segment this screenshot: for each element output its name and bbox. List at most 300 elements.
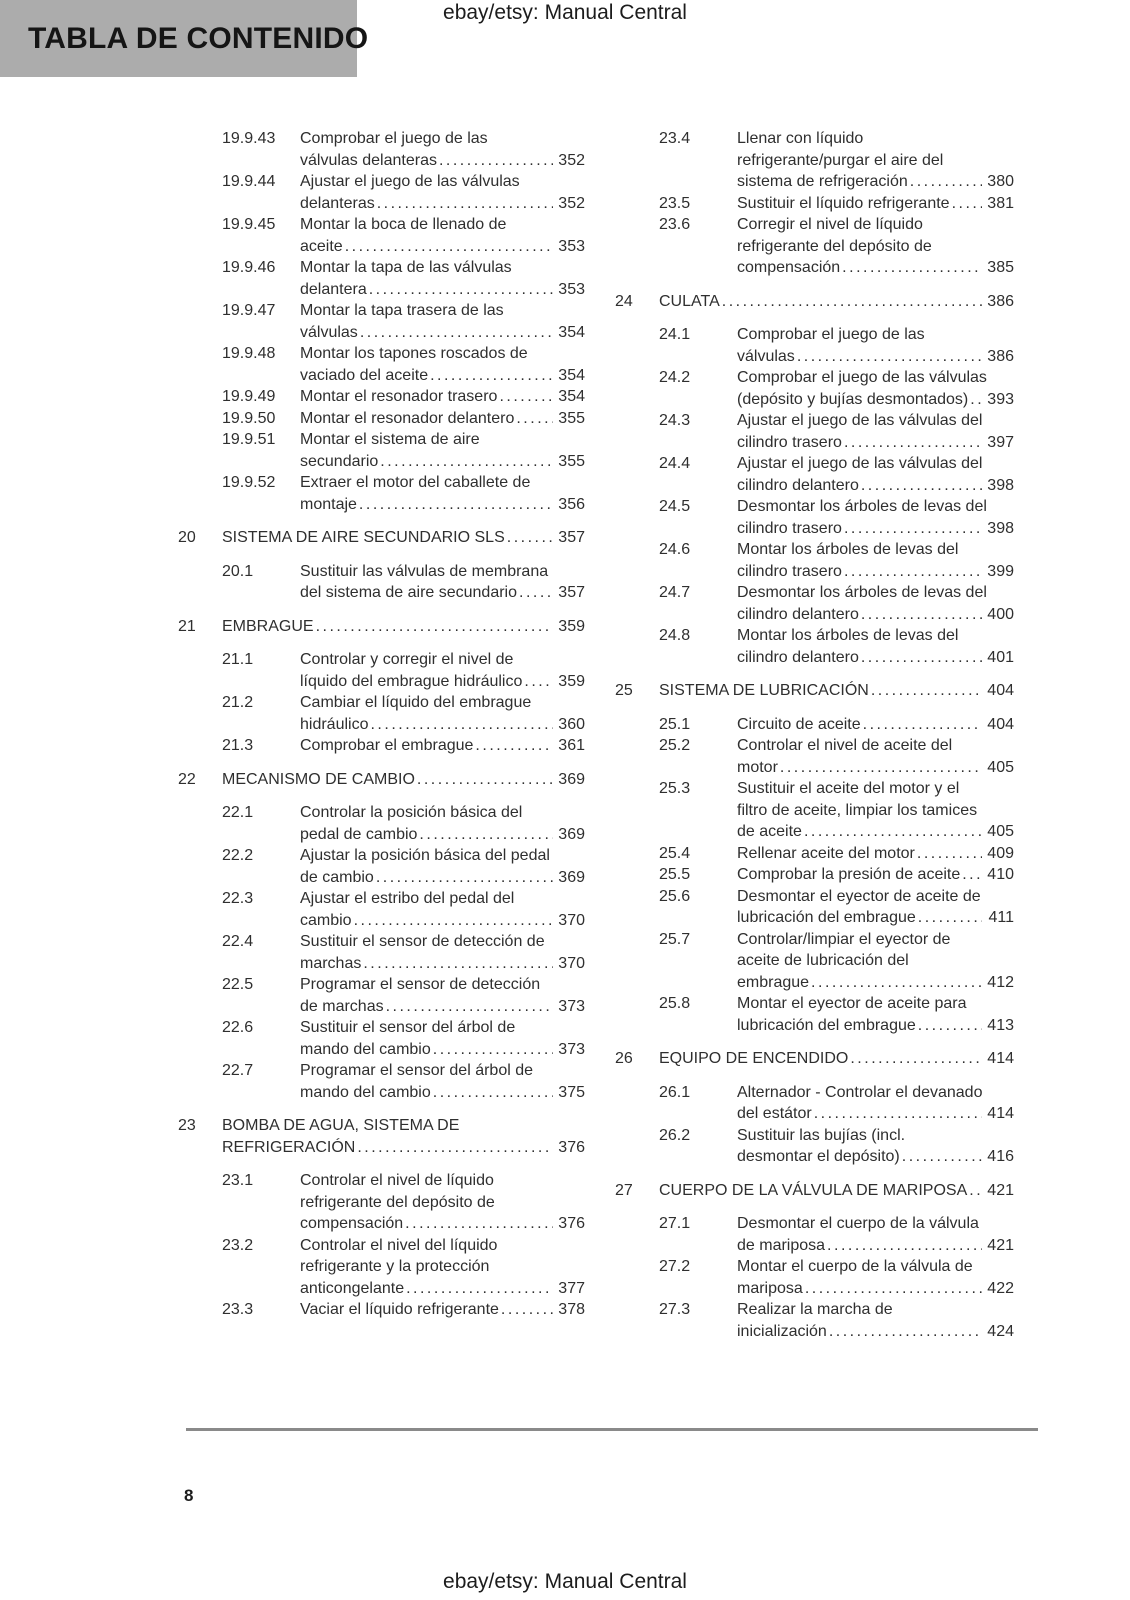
toc-entry-number: 19.9.43 <box>222 130 276 147</box>
dot-leader <box>417 769 553 791</box>
toc-entry-lastline <box>737 1103 1014 1125</box>
dot-leader <box>386 996 553 1018</box>
toc-entry-text: cilindro delantero <box>737 605 859 623</box>
toc-entry-text: Montar la tapa de las válvulas <box>300 259 512 276</box>
toc-entry-page: 369 <box>558 770 585 788</box>
toc-entry-content <box>737 496 1014 539</box>
toc-entry-number: 23.6 <box>659 216 691 233</box>
toc-entry-text: mariposa <box>737 1279 803 1297</box>
toc-entry-content <box>737 929 1014 994</box>
toc-entry-text: Programar el sensor del árbol de <box>300 1062 534 1079</box>
toc-entry-lastline <box>737 1278 1014 1300</box>
dot-leader <box>805 1278 982 1300</box>
toc-entry-lastline <box>737 1235 1014 1257</box>
toc-section-entry <box>659 929 1014 994</box>
dot-leader <box>952 193 982 215</box>
toc-entry-content <box>737 193 1014 215</box>
toc-entry-text: Desmontar el cuerpo de la válvula <box>737 1215 979 1232</box>
toc-entry-page: 411 <box>988 909 1014 926</box>
toc-entry-content <box>737 735 1014 778</box>
dot-leader <box>863 714 982 736</box>
dot-leader <box>814 1103 982 1125</box>
toc-entry-lastline <box>300 279 585 301</box>
dot-leader <box>369 279 553 301</box>
toc-entry-text: EQUIPO DE ENCENDIDO <box>659 1050 849 1067</box>
toc-entry-page: 353 <box>558 237 585 255</box>
toc-entry-number: 19.9.45 <box>222 216 276 233</box>
toc-entry-lastline <box>300 582 585 604</box>
toc-entry-lastline <box>737 821 1014 843</box>
toc-entry-lastline <box>300 386 585 408</box>
toc-entry-text: aceite de lubricación del <box>737 952 909 969</box>
toc-entry-number: 25.7 <box>659 930 691 948</box>
toc-entry-page: 386 <box>987 347 1014 365</box>
toc-entry-text: cilindro trasero <box>737 562 842 580</box>
toc-entry-lastline <box>737 647 1014 669</box>
toc-entry-number: 23.4 <box>659 130 691 147</box>
toc-entry-lastline <box>737 1015 1014 1037</box>
toc-entry-content <box>737 410 1014 453</box>
toc-chapter-entry <box>178 769 585 791</box>
toc-entry-page: 409 <box>987 844 1014 862</box>
toc-entry-content <box>300 1017 585 1060</box>
toc-entry-page: 381 <box>987 194 1014 212</box>
toc-section-entry <box>659 714 1014 736</box>
toc-entry-content <box>300 561 585 604</box>
toc-entry-number: 19.9.47 <box>222 302 276 319</box>
toc-entry-text: Controlar el nivel del líquido <box>300 1236 498 1254</box>
toc-entry-content <box>300 128 585 171</box>
toc-entry-lastline <box>300 824 585 846</box>
toc-entry-text: Sustituir el aceite del motor y el <box>737 780 960 797</box>
toc-entry-text: montaje <box>300 495 357 513</box>
toc-entry-lastline <box>300 150 585 172</box>
toc-entry-content <box>737 367 1014 410</box>
toc-section-entry <box>659 625 1014 668</box>
toc-entry-number: 19.9.51 <box>222 431 276 448</box>
toc-entry-number: 25.1 <box>659 715 691 733</box>
toc-entry-number: 25 <box>615 682 633 699</box>
toc-entry-page: 376 <box>558 1215 585 1232</box>
toc-entry-text: Montar los árboles de levas del <box>737 541 959 558</box>
toc-entry-text: Desmontar los árboles de levas del <box>737 498 987 515</box>
toc-entry-page: 354 <box>558 366 585 384</box>
toc-section-entry <box>222 472 585 515</box>
toc-entry-number: 26 <box>615 1050 633 1067</box>
toc-section-entry <box>222 1170 585 1235</box>
toc-chapter-entry <box>178 1115 585 1158</box>
dot-leader <box>918 1015 982 1037</box>
toc-entry-content <box>737 128 1014 193</box>
toc-section-entry <box>659 886 1014 929</box>
toc-entry-text: MECANISMO DE CAMBIO <box>222 770 415 788</box>
toc-entry-content <box>659 1180 1014 1202</box>
toc-entry-text: Realizar la marcha de <box>737 1301 893 1318</box>
footer-divider <box>186 1428 1038 1431</box>
toc-section-entry <box>222 735 585 757</box>
toc-section-entry <box>659 582 1014 625</box>
toc-entry-content <box>737 214 1014 279</box>
toc-entry-number: 26.2 <box>659 1126 691 1144</box>
toc-entry-number: 27.2 <box>659 1258 691 1275</box>
toc-entry-number: 22 <box>178 770 196 788</box>
toc-entry-number: 19.9.44 <box>222 173 276 190</box>
dot-leader <box>850 1048 982 1070</box>
toc-entry-number: 19.9.52 <box>222 474 276 491</box>
toc-entry-lastline <box>737 972 1014 994</box>
toc-entry-page: 410 <box>987 866 1014 883</box>
dot-leader <box>902 1146 982 1168</box>
toc-entry-text: válvulas delanteras <box>300 151 437 169</box>
toc-entry-number: 20 <box>178 529 196 546</box>
toc-entry-content <box>737 714 1014 736</box>
toc-entry-number: 25.5 <box>659 866 691 883</box>
dot-leader <box>405 1213 553 1235</box>
toc-entry-page: 361 <box>558 737 585 754</box>
toc-entry-text: compensación <box>737 259 841 276</box>
toc-entry-content <box>300 472 585 515</box>
dot-leader <box>430 365 553 387</box>
toc-chapter-entry <box>615 1048 1014 1070</box>
toc-entry-content <box>300 888 585 931</box>
toc-entry-lastline <box>300 1039 585 1061</box>
toc-entry-text: cilindro delantero <box>737 476 859 494</box>
toc-section-entry <box>659 1125 1014 1168</box>
toc-entry-content <box>737 453 1014 496</box>
toc-entry-text: sistema de refrigeración <box>737 173 908 190</box>
toc-entry-content <box>737 864 1014 886</box>
toc-entry-content <box>300 1060 585 1103</box>
toc-entry-text: Ajustar el juego de las válvulas del <box>737 412 983 429</box>
toc-entry-content <box>737 1082 1014 1125</box>
dot-leader <box>519 582 553 604</box>
toc-entry-lastline <box>737 714 1014 736</box>
toc-entry-text: cilindro delantero <box>737 648 859 666</box>
toc-entry-text: compensación <box>300 1215 404 1232</box>
toc-entry-text: cambio <box>300 911 352 929</box>
toc-entry-text: pedal de cambio <box>300 825 418 843</box>
toc-entry-content <box>300 257 585 300</box>
dot-leader <box>357 1137 553 1159</box>
toc-entry-content <box>737 886 1014 929</box>
toc-chapter-entry <box>178 616 585 638</box>
toc-entry-lastline <box>659 1048 1014 1070</box>
toc-section-entry <box>222 561 585 604</box>
toc-entry-page: 357 <box>558 584 585 601</box>
page-number: 8 <box>184 1486 194 1505</box>
toc-entry-page: 373 <box>558 997 585 1015</box>
toc-entry-page: 359 <box>558 672 585 690</box>
toc-entry-text: anticongelante <box>300 1279 405 1297</box>
toc-entry-text: filtro de aceite, limpiar los tamices <box>737 801 978 819</box>
toc-entry-number: 24.4 <box>659 455 691 472</box>
toc-entry-text: Montar el sistema de aire <box>300 431 480 448</box>
toc-entry-content <box>300 735 585 757</box>
toc-entry-lastline <box>737 389 1014 411</box>
toc-entry-lastline <box>737 257 1014 279</box>
toc-section-entry <box>659 993 1014 1036</box>
footer-doc-title: ebay/etsy: Manual Central <box>443 1570 687 1593</box>
toc-entry-content <box>300 386 585 408</box>
toc-entry-text: Montar los árboles de levas del <box>737 627 959 644</box>
toc-section-entry <box>659 453 1014 496</box>
dot-leader <box>797 346 982 368</box>
toc-entry-text: SISTEMA DE LUBRICACIÓN <box>659 682 869 699</box>
toc-entry-lastline <box>737 171 1014 193</box>
toc-entry-content <box>300 171 585 214</box>
toc-entry-content <box>300 408 585 430</box>
toc-entry-number: 24.6 <box>659 541 691 558</box>
dot-leader <box>363 953 553 975</box>
toc-entry-text: cilindro trasero <box>737 519 842 537</box>
toc-section-entry <box>659 1256 1014 1299</box>
toc-section-entry <box>222 802 585 845</box>
toc-section-entry <box>222 1017 585 1060</box>
dot-leader <box>406 1278 553 1300</box>
toc-entry-text: refrigerante y la protección <box>300 1258 490 1275</box>
toc-entry-content <box>300 300 585 343</box>
toc-section-entry <box>659 539 1014 582</box>
toc-chapter-entry <box>615 1180 1014 1202</box>
toc-entry-lastline <box>300 1278 585 1300</box>
toc-entry-text: Circuito de aceite <box>737 715 861 733</box>
dot-leader <box>524 671 553 693</box>
toc-entry-content <box>737 324 1014 367</box>
toc-entry-text: Extraer el motor del caballete de <box>300 474 531 491</box>
toc-section-entry <box>222 214 585 257</box>
toc-column-left <box>178 128 585 1342</box>
toc-entry-text: Comprobar el juego de las <box>737 326 925 343</box>
dot-leader <box>499 386 553 408</box>
toc-entry-text: Sustituir el sensor del árbol de <box>300 1019 516 1036</box>
toc-section-entry <box>659 214 1014 279</box>
toc-entry-lastline <box>300 494 585 516</box>
toc-entry-text: refrigerante/purgar el aire del <box>737 151 944 169</box>
toc-entry-lastline <box>737 193 1014 215</box>
toc-entry-text: Ajustar el juego de las válvulas <box>300 173 520 190</box>
toc-entry-content <box>659 291 1014 313</box>
toc-entry-content <box>300 214 585 257</box>
toc-entry-lastline <box>300 735 585 757</box>
toc-entry-text: CUERPO DE LA VÁLVULA DE MARIPOSA <box>659 1181 968 1199</box>
dot-leader <box>861 604 982 626</box>
toc-entry-page: 376 <box>558 1138 585 1156</box>
toc-chapter-entry <box>615 680 1014 702</box>
toc-entry-lastline <box>222 769 585 791</box>
toc-entry-lastline <box>300 236 585 258</box>
toc-entry-text: Montar los tapones roscados de <box>300 345 528 362</box>
toc-entry-text: secundario <box>300 452 379 470</box>
toc-entry-text: Montar el resonador delantero <box>300 409 515 427</box>
toc-entry-text: delanteras <box>300 194 375 212</box>
toc-entry-text: lubricación del embrague <box>737 1016 916 1034</box>
toc-entry-content <box>300 1235 585 1300</box>
toc-entry-page: 352 <box>558 151 585 169</box>
toc-entry-number: 23.3 <box>222 1301 254 1318</box>
toc-entry-number: 24.2 <box>659 369 691 386</box>
toc-entry-number: 27 <box>615 1181 633 1199</box>
dot-leader <box>861 475 982 497</box>
toc-entry-text: de mariposa <box>737 1236 826 1254</box>
toc-entry-content <box>737 625 1014 668</box>
toc-entry-lastline <box>222 527 585 549</box>
dot-leader <box>844 432 982 454</box>
toc-section-entry <box>659 410 1014 453</box>
toc-entry-text: CULATA <box>659 292 720 310</box>
toc-section-entry <box>222 845 585 888</box>
toc-entry-number: 22.6 <box>222 1019 254 1036</box>
toc-entry-lastline <box>737 518 1014 540</box>
toc-entry-text: Cambiar el líquido del embrague <box>300 694 532 711</box>
toc-entry-number: 25.6 <box>659 887 691 905</box>
toc-entry-text: EMBRAGUE <box>222 617 314 635</box>
toc-section-entry <box>659 778 1014 843</box>
toc-entry-lastline <box>300 953 585 975</box>
toc-section-entry <box>222 300 585 343</box>
toc-entry-page: 352 <box>558 194 585 212</box>
dot-leader <box>377 193 553 215</box>
toc-entry-page: 370 <box>558 911 585 929</box>
toc-entry-content <box>659 680 1014 702</box>
toc-section-entry <box>659 1082 1014 1125</box>
toc-entry-text: Comprobar el embrague <box>300 737 474 754</box>
toc-entry-page: 354 <box>558 323 585 341</box>
dot-leader <box>433 1082 553 1104</box>
toc-entry-number: 20.1 <box>222 562 254 580</box>
toc-entry-page: 424 <box>987 1322 1014 1340</box>
toc-entry-lastline <box>737 604 1014 626</box>
toc-entry-text: embrague <box>737 973 810 991</box>
toc-entry-page: 405 <box>987 823 1014 840</box>
dot-leader <box>501 1299 553 1321</box>
toc-entry-number: 21.3 <box>222 737 254 754</box>
dot-leader <box>360 322 553 344</box>
toc-entry-text: Llenar con líquido <box>737 130 864 147</box>
toc-entry-page: 399 <box>987 562 1014 580</box>
toc-entry-page: 421 <box>987 1236 1014 1254</box>
toc-entry-page: 404 <box>987 682 1014 699</box>
toc-entry-text: Ajustar la posición básica del pedal <box>300 847 550 864</box>
toc-section-entry <box>659 843 1014 865</box>
toc-entry-page: 414 <box>987 1105 1014 1122</box>
toc-entry-text: mando del cambio <box>300 1083 431 1101</box>
toc-entry-number: 27.1 <box>659 1215 691 1232</box>
toc-entry-text: motor <box>737 758 778 776</box>
toc-entry-lastline <box>300 193 585 215</box>
toc-entry-page: 386 <box>987 292 1014 310</box>
toc-section-entry <box>659 324 1014 367</box>
toc-entry-lastline <box>300 408 585 430</box>
toc-entry-text: Alternador - Controlar el devanado <box>737 1083 983 1101</box>
dot-leader <box>359 494 553 516</box>
dot-leader <box>722 291 982 313</box>
toc-section-entry <box>659 735 1014 778</box>
toc-entry-content <box>300 429 585 472</box>
toc-entry-page: 421 <box>987 1181 1014 1199</box>
toc-chapter-entry <box>178 527 585 549</box>
toc-entry-lastline <box>659 1180 1014 1202</box>
toc-entry-lastline <box>737 757 1014 779</box>
toc-entry-page: 373 <box>558 1040 585 1058</box>
toc-entry-text: REFRIGERACIÓN <box>222 1138 356 1156</box>
dot-leader <box>829 1321 982 1343</box>
toc-entry-content <box>222 527 585 549</box>
toc-entry-content <box>222 1115 585 1158</box>
dot-leader <box>316 616 553 638</box>
toc-section-entry <box>222 429 585 472</box>
toc-entry-text: Sustituir las bujías (incl. <box>737 1126 906 1144</box>
toc-column-right <box>615 128 1014 1342</box>
toc-section-entry <box>222 1299 585 1321</box>
toc-entry-text: refrigerante del depósito de <box>737 237 932 255</box>
toc-entry-number: 23 <box>178 1117 196 1134</box>
dot-leader <box>433 1039 553 1061</box>
toc-entry-lastline <box>300 322 585 344</box>
toc-entry-page: 397 <box>987 433 1014 451</box>
dot-leader <box>910 171 982 193</box>
toc-section-entry <box>222 343 585 386</box>
toc-entry-lastline <box>300 1082 585 1104</box>
toc-entry-content <box>737 1299 1014 1342</box>
toc-entry-lastline <box>737 346 1014 368</box>
toc-entry-lastline <box>300 714 585 736</box>
toc-entry-number: 27.3 <box>659 1301 691 1318</box>
toc-entry-number: 24.3 <box>659 412 691 429</box>
toc-entry-content <box>737 843 1014 865</box>
toc-entry-text: Comprobar el juego de las <box>300 130 488 147</box>
toc-section-entry <box>222 257 585 300</box>
toc-entry-lastline <box>300 996 585 1018</box>
toc-section-entry <box>222 1235 585 1300</box>
toc-entry-text: del estátor <box>737 1105 812 1122</box>
toc-entry-number: 24 <box>615 292 633 310</box>
dot-leader <box>962 864 982 886</box>
toc-entry-content <box>737 582 1014 625</box>
toc-entry-page: 416 <box>987 1148 1014 1165</box>
toc-section-entry <box>222 408 585 430</box>
toc-entry-lastline <box>300 910 585 932</box>
toc-entry-text: inicialización <box>737 1322 827 1340</box>
dot-leader <box>516 408 553 430</box>
toc-entry-lastline <box>737 864 1014 886</box>
toc-entry-page: 375 <box>558 1083 585 1101</box>
toc-entry-lastline <box>222 1137 585 1159</box>
dot-leader <box>917 843 982 865</box>
dot-leader <box>804 821 982 843</box>
toc-entry-number: 23.5 <box>659 194 691 212</box>
toc-entry-text: Montar el eyector de aceite para <box>737 995 967 1012</box>
dot-leader <box>419 824 553 846</box>
dot-leader <box>380 451 553 473</box>
toc-entry-text: Rellenar aceite del motor <box>737 844 915 862</box>
toc-entry-content <box>222 616 585 638</box>
dot-leader <box>969 1180 982 1202</box>
toc-entry-text: válvulas <box>737 347 795 365</box>
toc-entry-text: (depósito y bujías desmontados) <box>737 390 969 408</box>
toc-entry-text: Desmontar el eyector de aceite de <box>737 887 981 905</box>
toc-entry-lastline <box>737 1321 1014 1343</box>
toc-entry-page: 393 <box>987 390 1014 408</box>
toc-entry-page: 354 <box>558 388 585 405</box>
toc-entry-content <box>737 1256 1014 1299</box>
toc-entry-number: 19.9.48 <box>222 345 276 362</box>
toc-entry-page: 400 <box>987 605 1014 623</box>
toc-section-entry <box>659 496 1014 539</box>
toc-entry-page: 359 <box>558 617 585 635</box>
toc-entry-page: 378 <box>558 1301 585 1318</box>
toc-section-entry <box>222 171 585 214</box>
toc-entry-text: Montar el resonador trasero <box>300 388 498 405</box>
